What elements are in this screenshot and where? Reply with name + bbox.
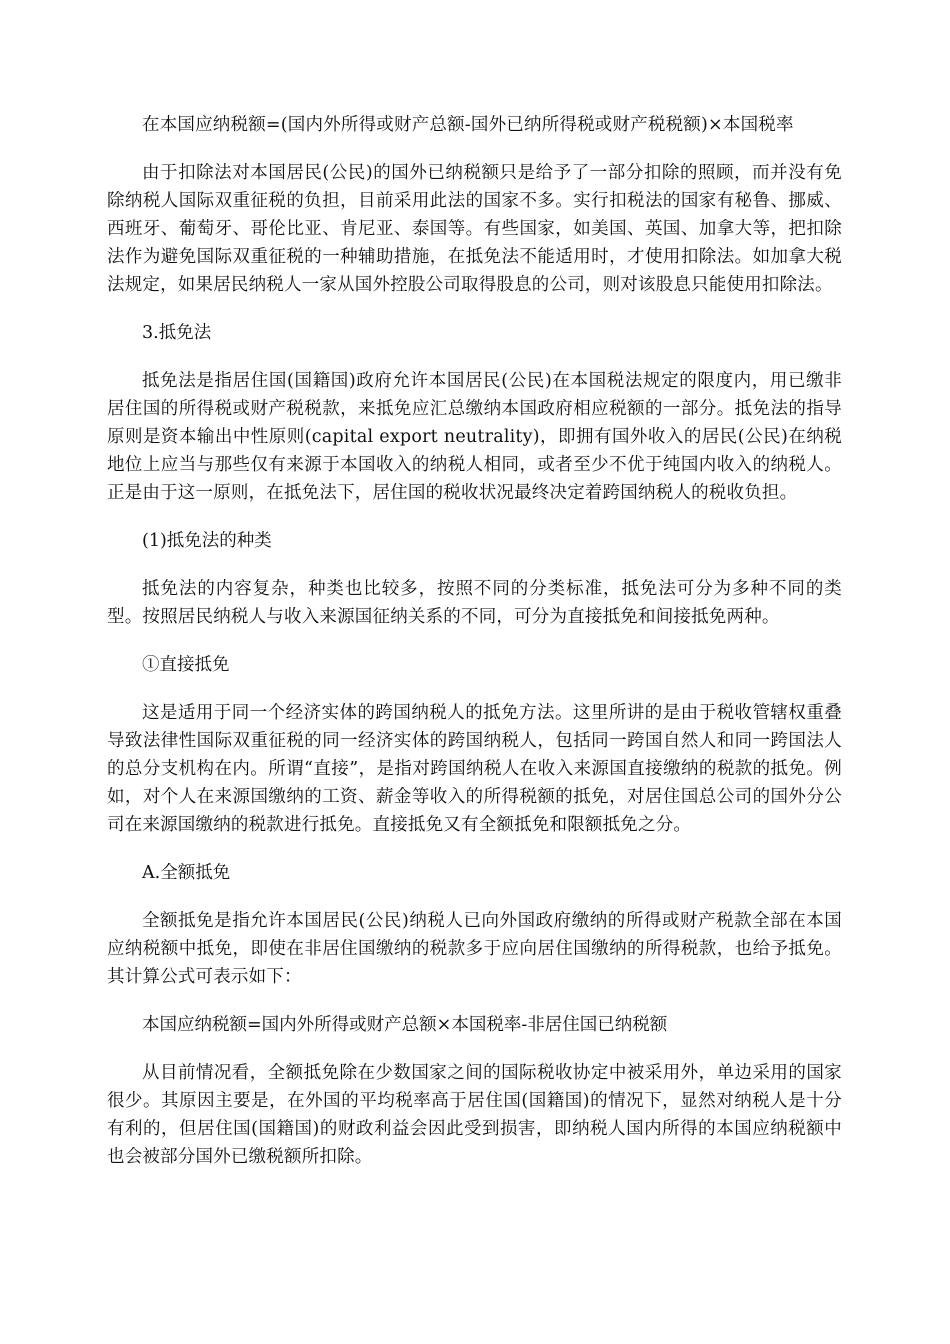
formula-full-credit: 本国应纳税额=国内外所得或财产总额×本国税率-非居住国已纳税额 (142, 1015, 668, 1035)
paragraph-direct-credit: 这是适用于同一个经济实体的跨国纳税人的抵免方法。这里所讲的是由于税收管辖权重叠导致法律性国际双重征税的同一经济实体的跨国纳税人，包括同一跨国自然人和同一跨国法人的总分支机构在内。所谓“直接”，是指对跨国纳税人在收入来源国直接缴纳的税款的抵免。例如，对个人在来源国缴纳的工资、薪金等收入的所得税额的抵免，对居住国总公司的国外分公司在来源国缴纳的税款进行抵免。直接抵免又有全额抵免和限额抵免之分。 (107, 703, 842, 835)
document-body (107, 111, 842, 1191)
section-heading-credit-method: 3.抵免法 (142, 323, 212, 343)
formula-deduction-method: 在本国应纳税额=(国内外所得或财产总额-国外已纳所得税或财产税税额)×本国税率 (142, 115, 794, 135)
subheading-full-credit: A.全额抵免 (142, 863, 231, 883)
paragraph-full-credit: 全额抵免是指允许本国居民(公民)纳税人已向外国政府缴纳的所得或财产税款全部在本国应纳税额中抵免，即使在非居住国缴纳的税款多于应向居住国缴纳的所得税款，也给予抵免。其计算公式可表示如下： (107, 911, 842, 987)
paragraph-credit-method-definition: 抵免法是指居住国(国籍国)政府允许本国居民(公民)在本国税法规定的限度内，用已缴非居住国的所得税或财产税税款，来抵免应汇总缴纳本国政府相应税额的一部分。抵免法的指导原则是资本输出中性原则(capital export neutrality)，即拥有国外收入的居民(公民)在纳税地位上应当与那些仅有来源于本国收入的纳税人相同，或者至少不优于纯国内收入的纳税人。正是由于这一原则，在抵免法下，居住国的税收状况最终决定着跨国纳税人的税收负担。 (107, 371, 842, 503)
subheading-credit-method-types: (1)抵免法的种类 (142, 531, 272, 551)
subheading-direct-credit: ①直接抵免 (142, 655, 230, 675)
paragraph-full-credit-usage: 从目前情况看，全额抵免除在少数国家之间的国际税收协定中被采用外，单边采用的国家很少。其原因主要是，在外国的平均税率高于居住国(国籍国)的情况下，显然对纳税人是十分有利的，但居住国(国籍国)的财政利益会因此受到损害，即纳税人国内所得的本国应纳税额中也会被部分国外已缴税额所扣除。 (107, 1063, 842, 1167)
paragraph-deduction-method-usage: 由于扣除法对本国居民(公民)的国外已纳税额只是给予了一部分扣除的照顾，而并没有免除纳税人国际双重征税的负担，目前采用此法的国家不多。实行扣税法的国家有秘鲁、挪威、西班牙、葡萄牙、哥伦比亚、肯尼亚、泰国等。有些国家，如美国、英国、加拿大等，把扣除法作为避免国际双重征税的一种辅助措施，在抵免法不能适用时，才使用扣除法。如加拿大税法规定，如果居民纳税人一家从国外控股公司取得股息的公司，则对该股息只能使用扣除法。 (107, 163, 842, 295)
paragraph-credit-method-types: 抵免法的内容复杂，种类也比较多，按照不同的分类标准，抵免法可分为多种不同的类型。按照居民纳税人与收入来源国征纳关系的不同，可分为直接抵免和间接抵免两种。 (107, 579, 842, 627)
